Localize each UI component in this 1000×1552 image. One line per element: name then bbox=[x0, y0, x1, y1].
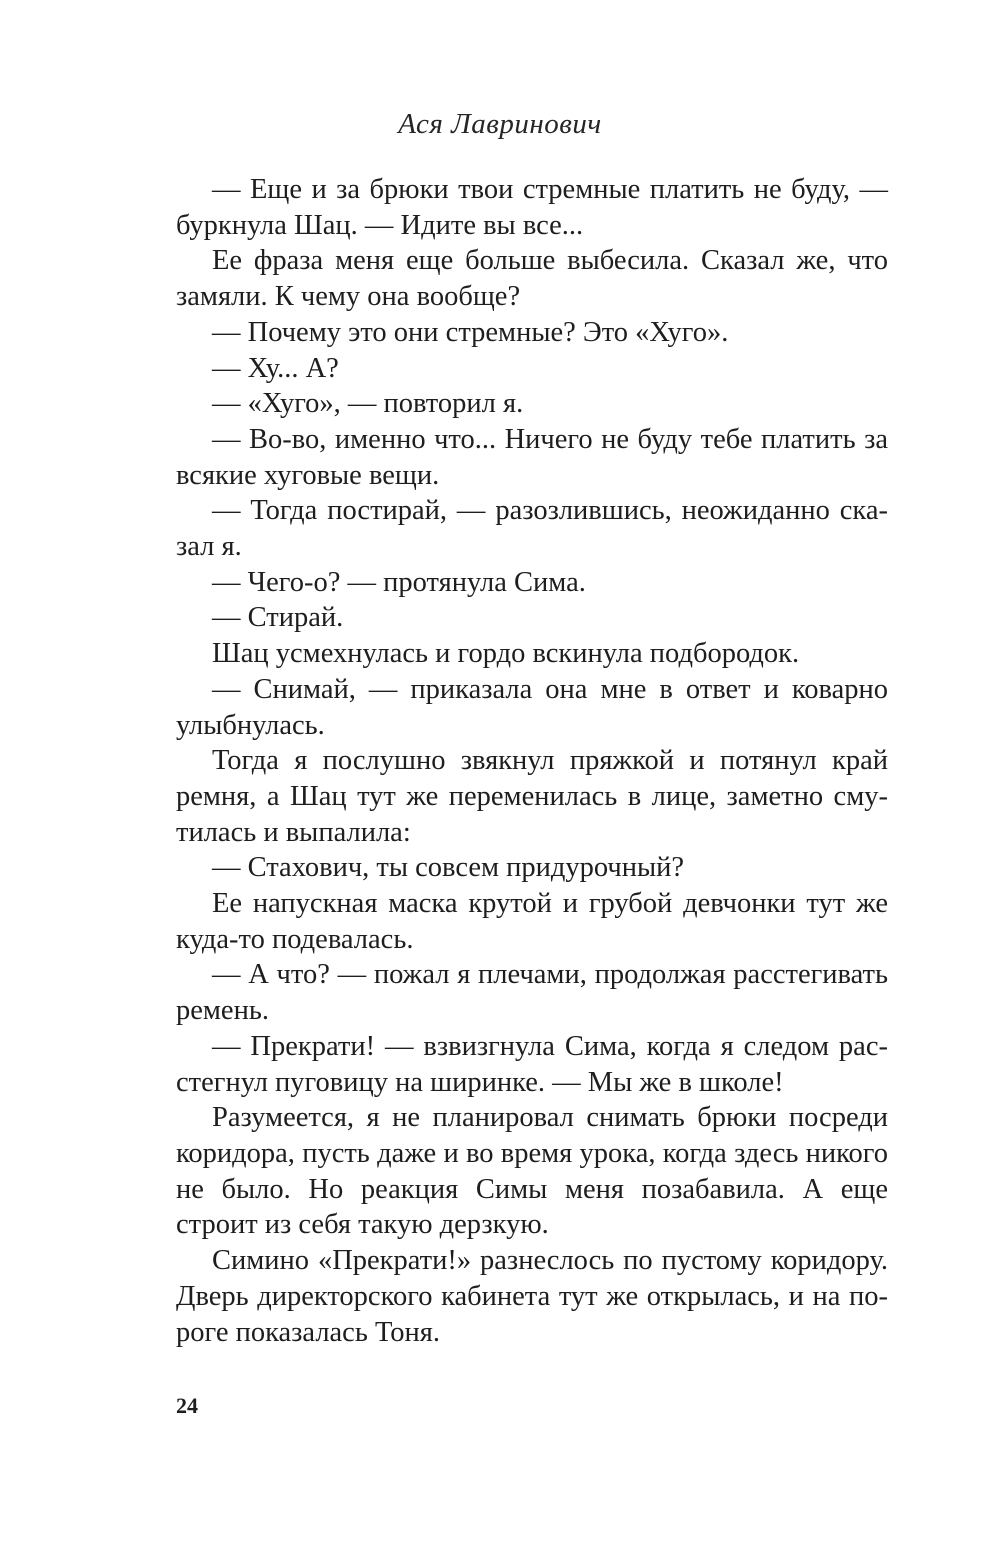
paragraph: — Ху... А? bbox=[212, 352, 339, 384]
page-number: 24 bbox=[176, 1393, 198, 1418]
paragraph: Симино «Прекрати!» разнеслось по пустому коридору. Дверь директорского кабинета тут же открылась, и на пороге показалась Тоня. bbox=[176, 1245, 888, 1348]
running-head-author: Ася Лавринович bbox=[398, 108, 602, 140]
body-text bbox=[176, 172, 888, 1350]
paragraph: — Снимай, — приказала она мне в ответ и коварно улыбнулась. bbox=[176, 673, 888, 741]
paragraph: — Еще и за брюки твои стремные платить не буду, — буркнула Шац. — Идите вы все... bbox=[176, 174, 888, 241]
paragraph: Тогда я послушно звякнул пряжкой и потянул край ремня, а Шац тут же переменилась в лице, заметно смутилась и выпалила: bbox=[176, 745, 888, 848]
paragraph: Разумеется, я не планировал снимать брюки посреди коридора, пусть даже и во время урока, когда здесь никого не было. Но реакция Симы меня позабавила. А еще строит из себя такую дерзкую. bbox=[176, 1102, 888, 1241]
paragraph: Ее напускная маска крутой и грубой девчонки тут же куда-то подевалась. bbox=[176, 888, 888, 955]
paragraph: Шац усмехнулась и гордо вскинула подбородок. bbox=[212, 638, 800, 670]
paragraph: — Стирай. bbox=[212, 602, 344, 634]
paragraph: — Тогда постирай, — разозлившись, неожиданно сказал я. bbox=[176, 495, 888, 563]
paragraph: — А что? — пожал я плечами, продолжая расстегивать ремень. bbox=[176, 959, 888, 1027]
paragraph: — Во-во, именно что... Ничего не буду тебе платить за всякие хуговые вещи. bbox=[176, 423, 888, 491]
paragraph: — «Хуго», — повторил я. bbox=[212, 388, 524, 420]
paragraph: — Прекрати! — взвизгнула Сима, когда я следом расстегнул пуговицу на ширинке. — Мы же в школе! bbox=[176, 1030, 888, 1098]
paragraph: — Почему это они стремные? Это «Хуго». bbox=[212, 316, 729, 348]
paragraph: Ее фраза меня еще больше выбесила. Сказал же, что замяли. К чему она вообще? bbox=[176, 245, 888, 313]
paragraph: — Стахович, ты совсем придурочный? bbox=[212, 852, 685, 884]
paragraph: — Чего-о? — протянула Сима. bbox=[212, 566, 586, 598]
